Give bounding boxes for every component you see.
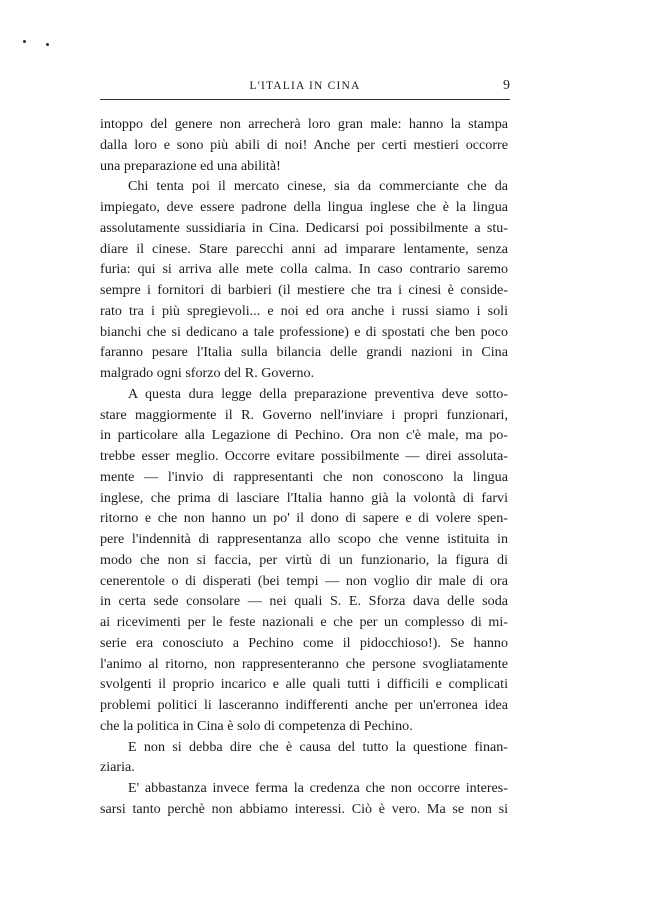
text-line: dalla loro e sono più abili di noi! Anche per certi mestieri occorre [100,136,508,153]
text-line: che la politica in Cina è solo di competenza di Pechino. [100,717,413,734]
text-line: pere l'indennità di rappresentanza allo scopo che venne istituita in [100,531,508,547]
text-line: problemi politici li lasceranno indifferenti anche per un'erronea idea [100,697,508,713]
text-line: E' abbastanza invece ferma la credenza che non occorre interes- [128,780,508,796]
text-line: E non si debba dire che è causa del tutto la questione finan- [128,738,508,755]
text-line: trebbe esser meglio. Occorre evitare possibilmente — direi assoluta- [100,448,508,464]
text-line: modo che non si faccia, per virtù di un funzionario, la figura di [100,551,508,568]
text-line: Chi tenta poi il mercato cinese, sia da commerciante che da [128,178,508,195]
ink-speck [23,40,26,43]
text-line: mente — l'invio di rappresentanti che non conoscono la lingua [100,468,508,485]
text-line: faranno pesare l'Italia sulla bilancia delle grandi nazioni in Cina [100,344,508,361]
text-line: in certa sede consolare — nei quali S. E. Sforza dava delle soda [100,593,508,610]
body-text [100,114,508,820]
text-line: bianchi che si dedicano a tale professione) e di spostati che ben poco [100,323,508,340]
text-line: ai ricevimenti per le feste nazionali e che per un complesso di mi- [100,614,508,630]
text-line: sempre i fornitori di barbieri (il mestiere che tra i cinesi è conside- [100,282,508,298]
text-line: impiegato, deve essere padrone della lingua inglese che è la lingua [100,199,508,215]
text-line: furia: qui si arriva alle mete colla calma. In caso contrario saremo [100,261,508,278]
text-line: rato tra i più spregievoli... e noi ed ora anche i russi siamo i soli [100,302,508,319]
page-header [100,80,510,96]
text-line: in particolare alla Legazione di Pechino. Ora non c'è male, ma po- [100,427,508,444]
text-line: ziaria. [100,759,135,776]
text-line: serie era conosciuto a Pechino come il pidocchioso!). Se hanno [100,634,508,651]
text-line: assolutamente sussidiaria in Cina. Dedicarsi poi possibilmente a stu- [100,219,508,236]
text-line: intoppo del genere non arrecherà loro gran male: hanno la stampa [100,116,508,132]
page-number: 9 [503,78,510,93]
header-rule [100,99,510,100]
text-line: ritorno e che non hanno un po' il dono di sapere e di volere spen- [100,510,508,527]
text-line: stare maggiormente il R. Governo nell'inviare i propri funzionari, [100,406,508,423]
text-line: malgrado ogni sforzo del R. Governo. [100,365,315,381]
ink-speck [46,43,49,46]
text-line: A questa dura legge della preparazione preventiva deve sotto- [128,385,508,402]
text-line: sarsi tanto perchè non abbiamo interessi. Ciò è vero. Ma se non si [100,800,508,817]
text-line: l'animo al ritorno, non rappresenteranno che persone svogliatamente [100,655,508,672]
text-line: diare il cinese. Stare parecchi anni ad imparare lentamente, senza [100,240,508,257]
text-line: una preparazione ed una abilità! [100,157,281,174]
text-line: inglese, che prima di lasciare l'Italia hanno già la volontà di farvi [100,489,508,506]
running-head: L'ITALIA IN CINA [249,80,361,92]
text-line: cenerentole o di disperati (bei tempi — non voglio dir male di ora [100,572,508,589]
text-line: svolgenti il proprio incarico e alle quali tutti i difficili e complicati [100,676,508,693]
